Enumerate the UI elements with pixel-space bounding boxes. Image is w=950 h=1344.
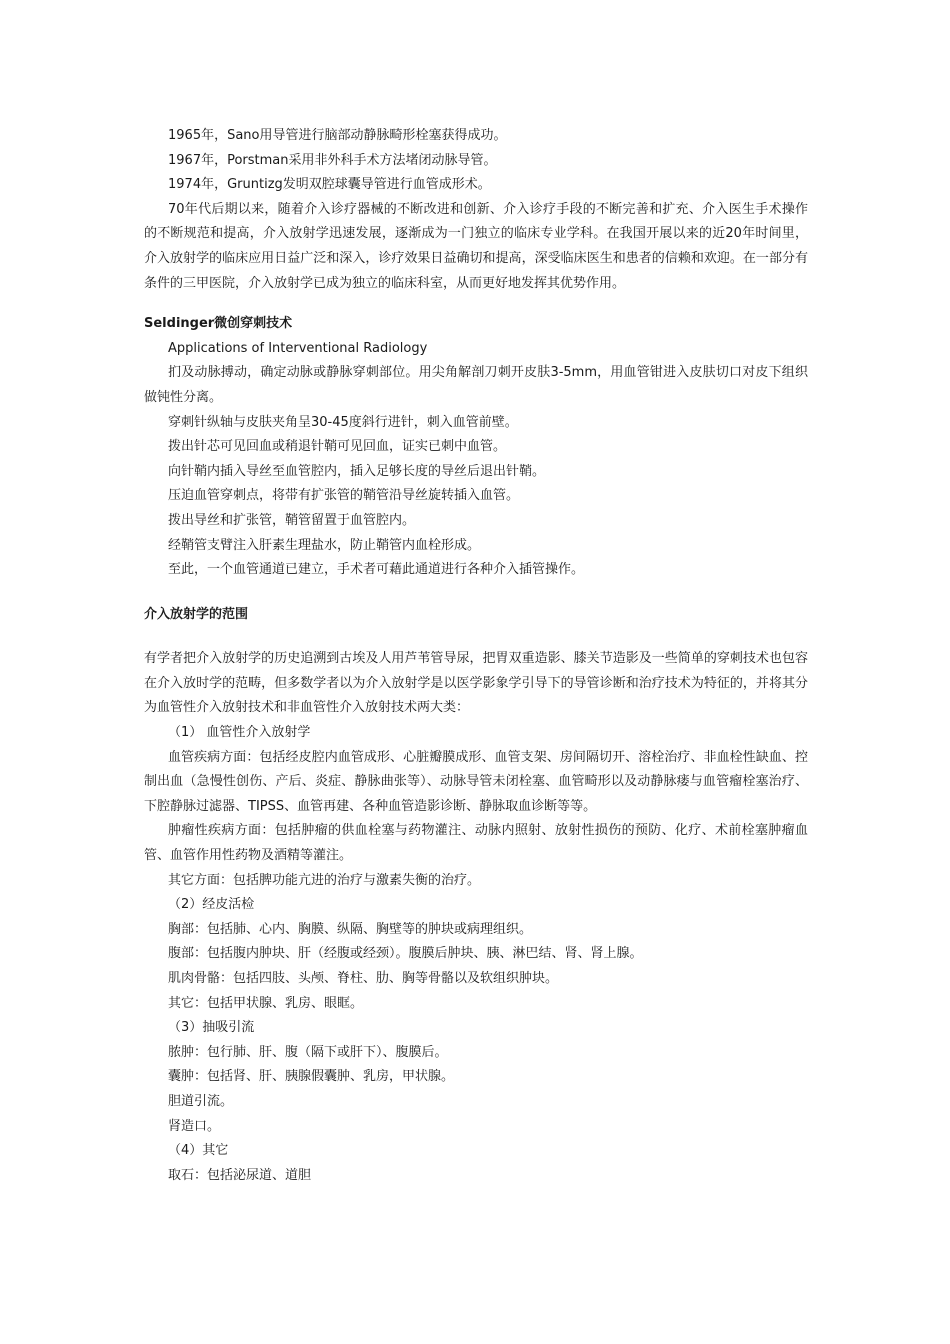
scope-item-stone-removal: 取石：包括泌尿道、道胆: [168, 1167, 312, 1183]
history-1965: 1965年，Sano用导管进行脑部动静脉畸形栓塞获得成功。: [168, 128, 507, 143]
scope-item-abdomen: 腹部：包括腹内肿块、肝（经腹或经颈）。腹膜后肿块、胰、淋巴结、肾、肾上腺。: [168, 946, 643, 962]
scope-item-musculoskeletal: 肌肉骨骼：包括四肢、头颅、脊柱、肋、胸等骨骼以及软组织肿块。: [168, 971, 559, 986]
scope-intro: 有学者把介入放射学的历史追溯到古埃及人用芦苇管导尿，把胃双重造影、膝关节造影及一些简单的穿刺技术也包容在介入放时学的范畴，但多数学者以为介入放射学是以医学影象学引导下的导管诊断和治疗技术为特征的，并将其分为血管性介入放射技术和非血管性介入放射技术两大类：: [144, 651, 808, 716]
scope-item-tumor-disease: 肿瘤性疾病方面：包括肿瘤的供血栓塞与药物灌注、动脉内照射、放射性损伤的预防、化疗、术前栓塞肿瘤血管、血管作用性药物及酒精等灌注。: [144, 823, 808, 864]
document-page: [144, 124, 808, 1188]
scope-item-chest: 胸部：包括肺、心内、胸膜、纵隔、胸壁等的肿块或病理组织。: [168, 921, 533, 937]
scope-item-other-aspects: 其它方面：包括脾功能亢进的治疗与激素失衡的治疗。: [168, 872, 481, 888]
seldinger-subheading: Applications of Interventional Radiology: [168, 340, 428, 356]
scope-item-other: 其它：包括甲状腺、乳房、眼眶。: [168, 995, 364, 1011]
scope-item-biopsy-title: （2）经皮活检: [168, 897, 255, 913]
scope-item-biliary-drainage: 胆道引流。: [168, 1093, 234, 1109]
scope-item-nephrostomy: 肾造口。: [168, 1118, 221, 1134]
seldinger-step-3: 拨出针芯可见回血或稍退针鞘可见回血，证实已刺中血管。: [168, 439, 507, 455]
seldinger-step-8: 至此，一个血管通道已建立，手术者可藉此通道进行各种介入插管操作。: [168, 562, 585, 578]
seldinger-step-5: 压迫血管穿刺点，将带有扩张管的鞘管沿导丝旋转插入血管。: [168, 488, 520, 504]
scope-heading: 介入放射学的范围: [144, 606, 249, 622]
seldinger-step-2: 穿刺针纵轴与皮肤夹角呈30-45度斜行进针，刺入血管前壁。: [168, 414, 518, 430]
seldinger-step-1: 扪及动脉搏动，确定动脉或静脉穿刺部位。用尖角解剖刀刺开皮肤3-5mm，用血管钳进入皮肤切口对皮下组织做钝性分离。: [144, 365, 808, 405]
seldinger-step-6: 拨出导丝和扩张管，鞘管留置于血管腔内。: [168, 512, 416, 528]
seldinger-heading: Seldinger微创穿刺技术: [144, 316, 293, 332]
scope-item-others-title: （4）其它: [168, 1143, 229, 1159]
history-1974: 1974年，Gruntizg发明双腔球囊导管进行血管成形术。: [168, 177, 491, 193]
seldinger-step-4: 向针鞘内插入导丝至血管腔内，插入足够长度的导丝后退出针鞘。: [168, 463, 546, 479]
scope-item-vascular-title: （1） 血管性介入放射学: [168, 725, 311, 741]
history-1967: 1967年，Porstman采用非外科手术方法堵闭动脉导管。: [168, 152, 497, 168]
history-70s-paragraph: 70年代后期以来，随着介入诊疗器械的不断改进和创新、介入诊疗手段的不断完善和扩充、介入医生手术操作的不断规范和提高，介入放射学迅速发展，逐渐成为一门独立的临床专业学科。在我国开展以来的近20年时间里，介入放射学的临床应用日益广泛和深入，诊疗效果日益确切和提高，深受临床医生和患者的信赖和欢迎。在一部分有条件的三甲医院，介入放射学已成为独立的临床科室，从而更好地发挥其优势作用。: [144, 201, 808, 291]
scope-item-drainage-title: （3）抽吸引流: [168, 1020, 255, 1036]
seldinger-step-7: 经鞘管支臂注入肝素生理盐水，防止鞘管内血栓形成。: [168, 537, 481, 553]
scope-item-vascular-disease: 血管疾病方面：包括经皮腔内血管成形、心脏瓣膜成形、血管支架、房间隔切开、溶栓治疗、非血栓性缺血、控制出血（急慢性创伤、产后、炎症、静脉曲张等）、动脉导管未闭栓塞、血管畸形以及动静脉瘘与血管瘤栓塞治疗、下腔静脉过滤器、TIPSS、血管再建、各种血管造影诊断、静脉取血诊断等等。: [144, 749, 808, 814]
scope-item-abscess: 脓肿：包行肺、肝、腹（隔下或肝下）、腹膜后。: [168, 1044, 448, 1060]
scope-item-cyst: 囊肿：包括肾、肝、胰腺假囊肿、乳房，甲状腺。: [168, 1069, 455, 1085]
